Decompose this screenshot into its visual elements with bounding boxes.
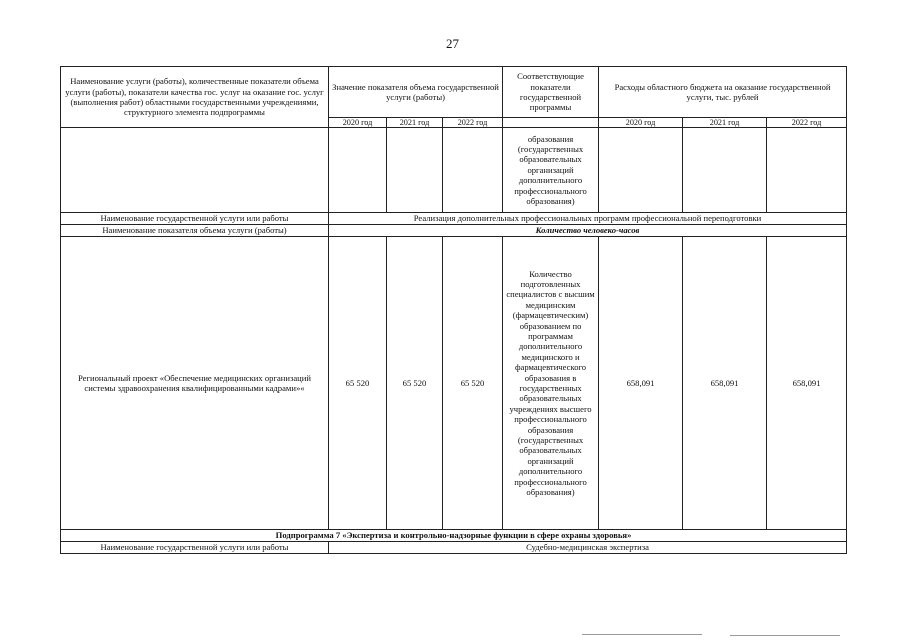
year-cell: 2020 год [599,118,683,128]
empty-cell [443,128,503,213]
year-cell: 2020 год [329,118,387,128]
volume-2021: 65 520 [387,237,443,530]
project-row [61,237,847,530]
continuation-row [61,128,847,213]
year-cell: 2021 год [387,118,443,128]
empty-cell [329,128,387,213]
indicator-row [61,225,847,237]
service-value: Реализация дополнительных профессиональных программ профессиональной переподготовки [329,213,847,225]
service-row [61,213,847,225]
expenses-2020: 658,091 [599,237,683,530]
year-cell: 2022 год [443,118,503,128]
project-indicator-text: Количество подготовленных специалистов с высшим медицинским (фармацевтическим) образованием по программам дополнительного медицинского и фармацевтического образования в государственных образовательных учреждениях высшего профессионального образования (государственных образовательных организаций дополнительного профессионального образования) [503,237,599,530]
volume-2020: 65 520 [329,237,387,530]
year-spacer-cell [503,118,599,128]
header-expenses-cell: Расходы областного бюджета на оказание государственной услуги, тыс. рублей [599,67,847,118]
service-label: Наименование государственной услуги или работы [61,213,329,225]
header-name-cell: Наименование услуги (работы), количественные показатели объема услуги (работы), показатели качества гос. услуг на оказание гос. услуг (выполнения работ) областными государственными учреждениями, структурного элемента подпрограммы [61,67,329,128]
volume-2022: 65 520 [443,237,503,530]
scan-artifact [582,634,702,635]
service-row-2 [61,542,847,554]
indicator-value: Количество человеко-часов [329,225,847,237]
header-volume-cell: Значение показателя объема государственной услуги (работы) [329,67,503,118]
header-row [61,67,847,118]
continuation-indicator-text: образования (государственных образовательных организаций дополнительного профессионального образования) [503,128,599,213]
indicator-label: Наименование показателя объема услуги (работы) [61,225,329,237]
expenses-2022: 658,091 [767,237,847,530]
empty-cell [683,128,767,213]
year-cell: 2022 год [767,118,847,128]
expenses-2021: 658,091 [683,237,767,530]
empty-cell [387,128,443,213]
project-name: Региональный проект «Обеспечение медицинских организаций системы здравоохранения квалифицированными кадрами»« [61,237,329,530]
service-label-2: Наименование государственной услуги или работы [61,542,329,554]
empty-cell [599,128,683,213]
subprogram-title: Подпрограмма 7 «Экспертиза и контрольно-надзорные функции в сфере охраны здоровья» [61,530,847,542]
header-indicators-cell: Соответствующие показатели государственной программы [503,67,599,118]
year-cell: 2021 год [683,118,767,128]
scan-artifact [730,635,840,636]
empty-cell [767,128,847,213]
budget-table [60,66,847,554]
empty-cell [61,128,329,213]
service-value-2: Судебно-медицинская экспертиза [329,542,847,554]
subprogram-row [61,530,847,542]
page-number: 27 [446,36,459,51]
